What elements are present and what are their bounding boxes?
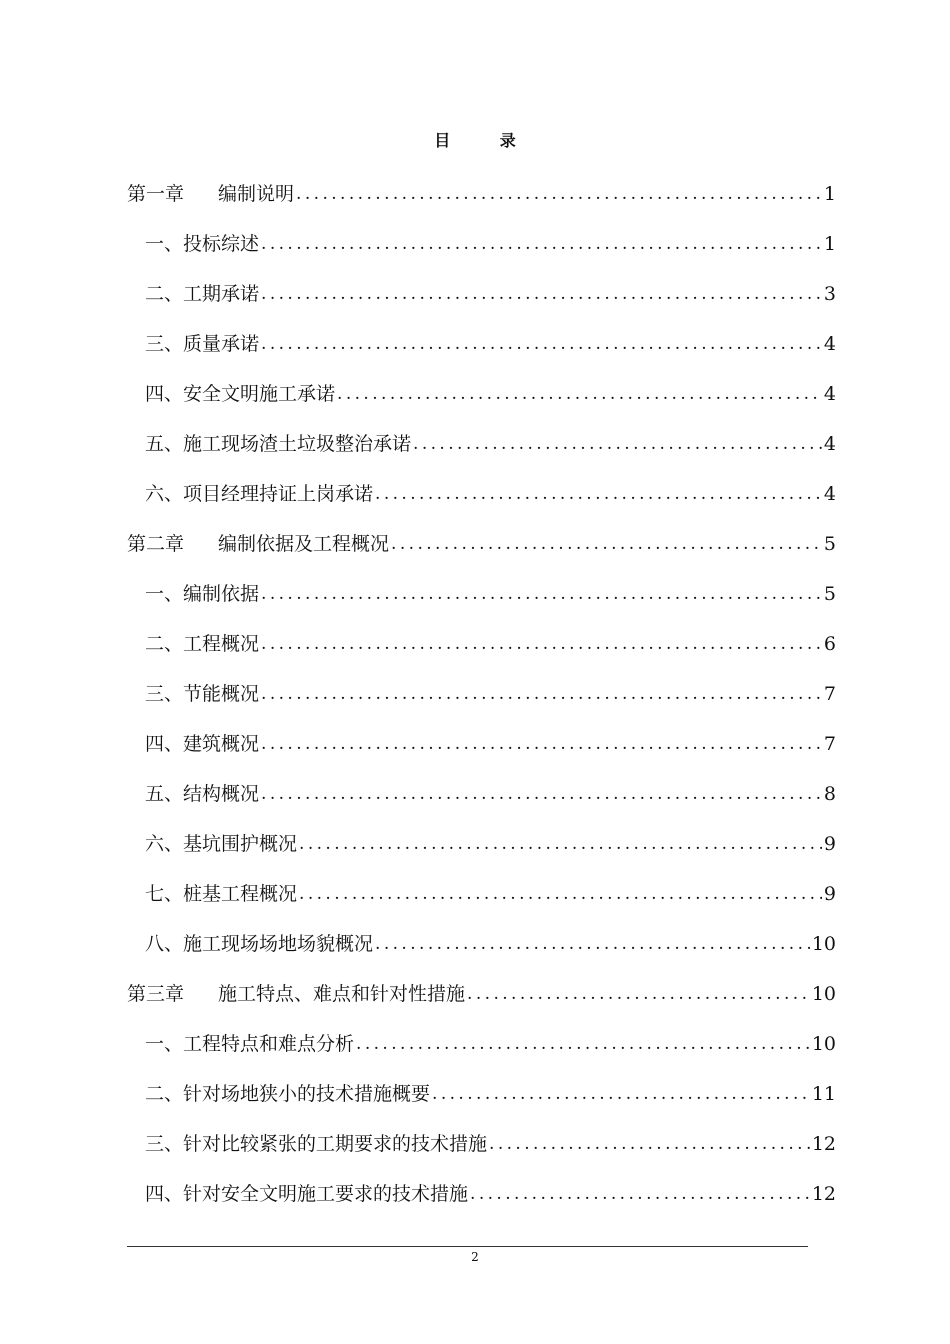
toc-leader-dots: [432, 1084, 810, 1104]
toc-entry-title: 四、安全文明施工承诺: [145, 383, 336, 405]
toc-entry-title: 二、针对场地狭小的技术措施概要: [145, 1083, 431, 1105]
toc-leader-dots: [391, 534, 822, 554]
toc-entry-title: 一、工程特点和难点分析: [145, 1033, 355, 1055]
toc-section-entry[interactable]: [127, 460, 836, 510]
toc-page-number: 10: [811, 1033, 836, 1055]
toc-page-number: 8: [823, 783, 836, 805]
toc-page-number: 1: [823, 233, 836, 255]
toc-chapter-number: 第一章: [127, 183, 185, 205]
toc-page-number: 12: [811, 1183, 836, 1205]
toc-leader-dots: [261, 584, 822, 604]
toc-page-number: 9: [823, 883, 836, 905]
toc-section-entry[interactable]: [127, 1010, 836, 1060]
toc-entry-title: 四、建筑概况: [145, 733, 260, 755]
toc-entry-title: 五、施工现场渣土垃圾整治承诺: [145, 433, 412, 455]
toc-leader-dots: [261, 734, 822, 754]
toc-section-entry[interactable]: [127, 660, 836, 710]
toc-section-entry[interactable]: [127, 860, 836, 910]
toc-section-entry[interactable]: [127, 1160, 836, 1210]
toc-entry-title: 编制说明: [218, 183, 295, 205]
toc-leader-dots: [261, 634, 822, 654]
toc-page-number: 3: [823, 283, 836, 305]
toc-page-number: 11: [811, 1083, 836, 1105]
toc-section-entry[interactable]: [127, 310, 836, 360]
toc-section-entry[interactable]: [127, 1110, 836, 1160]
toc-page-number: 5: [823, 583, 836, 605]
toc-entry-title: 施工特点、难点和针对性措施: [218, 983, 466, 1005]
toc-page-number: 7: [823, 683, 836, 705]
toc-chapter-number: 第二章: [127, 533, 185, 555]
toc-entry-title: 二、工期承诺: [145, 283, 260, 305]
toc-page-number: 12: [811, 1133, 836, 1155]
toc-entry-title: 五、结构概况: [145, 783, 260, 805]
toc-chapter-number: 第三章: [127, 983, 185, 1005]
toc-entry-title: 四、针对安全文明施工要求的技术措施: [145, 1183, 469, 1205]
toc-page-number: 7: [823, 733, 836, 755]
toc-leader-dots: [261, 684, 822, 704]
toc-leader-dots: [261, 234, 822, 254]
toc-chapter-entry[interactable]: [127, 960, 836, 1010]
toc-page-number: 4: [823, 383, 836, 405]
toc-leader-dots: [299, 834, 822, 854]
toc-leader-dots: [375, 484, 822, 504]
toc-page-number: 4: [823, 483, 836, 505]
toc-page-number: 4: [823, 433, 836, 455]
toc-leader-dots: [467, 984, 810, 1004]
toc-section-entry[interactable]: [127, 710, 836, 760]
toc-page-number: 5: [823, 533, 836, 555]
toc-leader-dots: [296, 184, 822, 204]
toc-section-entry[interactable]: [127, 260, 836, 310]
table-of-contents: [127, 160, 836, 1210]
toc-section-entry[interactable]: [127, 910, 836, 960]
toc-entry-title: 一、投标综述: [145, 233, 260, 255]
toc-entry-title: 八、施工现场场地场貌概况: [145, 933, 374, 955]
toc-entry-title: 二、工程概况: [145, 633, 260, 655]
toc-section-entry[interactable]: [127, 210, 836, 260]
toc-leader-dots: [356, 1034, 810, 1054]
toc-entry-title: 一、编制依据: [145, 583, 260, 605]
toc-page-number: 1: [823, 183, 836, 205]
toc-leader-dots: [375, 934, 810, 954]
toc-entry-title: 三、节能概况: [145, 683, 260, 705]
toc-leader-dots: [261, 284, 822, 304]
toc-section-entry[interactable]: [127, 360, 836, 410]
toc-page-number: 4: [823, 333, 836, 355]
toc-section-entry[interactable]: [127, 610, 836, 660]
toc-leader-dots: [261, 784, 822, 804]
toc-entry-title: 六、项目经理持证上岗承诺: [145, 483, 374, 505]
toc-leader-dots: [489, 1134, 810, 1154]
toc-title: 目 录: [434, 131, 538, 150]
toc-leader-dots: [261, 334, 822, 354]
footer-page-number: 2: [471, 1250, 479, 1264]
toc-leader-dots: [470, 1184, 810, 1204]
toc-leader-dots: [299, 884, 822, 904]
toc-entry-title: 三、针对比较紧张的工期要求的技术措施: [145, 1133, 488, 1155]
toc-section-entry[interactable]: [127, 410, 836, 460]
toc-page-number: 10: [811, 933, 836, 955]
toc-chapter-entry[interactable]: [127, 160, 836, 210]
toc-entry-title: 六、基坑围护概况: [145, 833, 298, 855]
toc-section-entry[interactable]: [127, 560, 836, 610]
toc-entry-title: 编制依据及工程概况: [218, 533, 390, 555]
toc-section-entry[interactable]: [127, 1060, 836, 1110]
toc-entry-title: 三、质量承诺: [145, 333, 260, 355]
toc-page-number: 10: [811, 983, 836, 1005]
toc-entry-title: 七、桩基工程概况: [145, 883, 298, 905]
toc-leader-dots: [413, 434, 822, 454]
toc-section-entry[interactable]: [127, 760, 836, 810]
toc-chapter-entry[interactable]: [127, 510, 836, 560]
toc-page-number: 6: [823, 633, 836, 655]
toc-leader-dots: [337, 384, 822, 404]
toc-page-number: 9: [823, 833, 836, 855]
toc-section-entry[interactable]: [127, 810, 836, 860]
footer-divider: [127, 1246, 808, 1247]
